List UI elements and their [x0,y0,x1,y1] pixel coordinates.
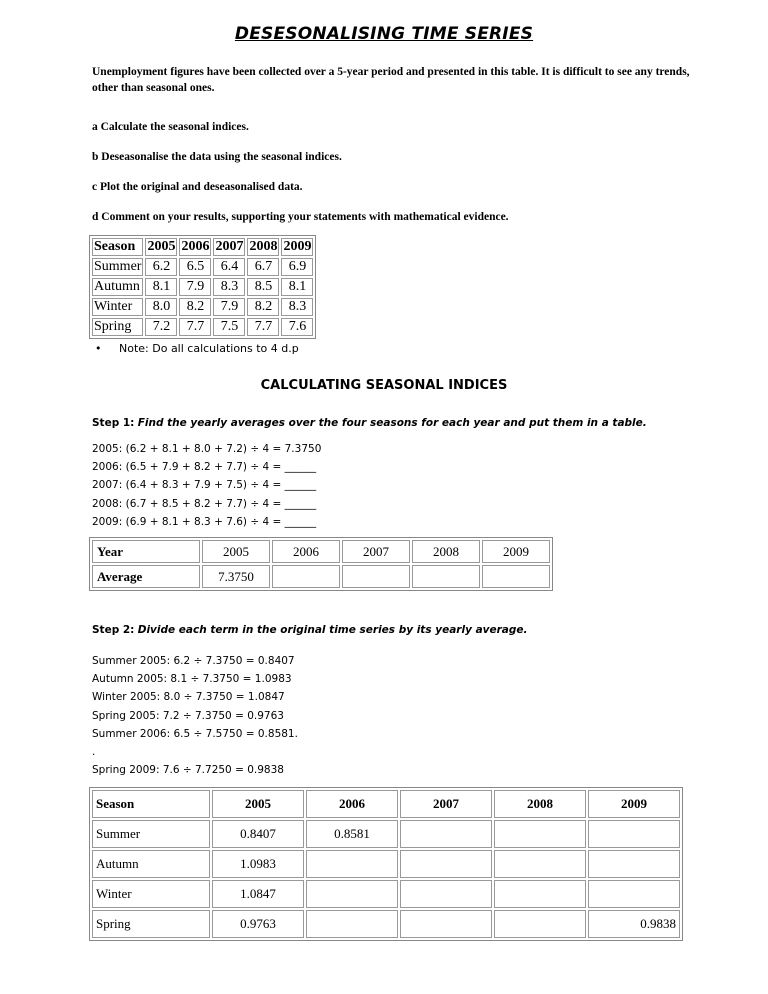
intro-paragraph: Unemployment figures have been collected over a 5-year period and presented in this table. It is difficult to see any trends, other than seasonal ones. [92,66,690,94]
table-cell [494,880,586,908]
table-row [92,850,680,878]
average-cell: 7.3750 [202,565,270,588]
step1-text: Find the yearly averages over the four seasons for each year and put them in a table. [137,417,647,429]
yearly-average-table [89,537,553,591]
table-row [92,298,313,316]
calc-line: 2008: (6.7 + 8.5 + 8.2 + 7.7) ÷ 4 = ______ [92,497,317,510]
average-cell [412,565,480,588]
table-cell: 0.9838 [588,910,680,938]
table-cell [306,910,398,938]
table-row [92,820,680,848]
table-cell: 8.5 [247,278,279,296]
average-cell [342,565,410,588]
header-cell: Season [92,790,210,818]
question-a: a Calculate the seasonal indices. [92,121,249,133]
table-cell [494,850,586,878]
table-cell: 1.0983 [212,850,304,878]
calc-line: Spring 2005: 7.2 ÷ 7.3750 = 0.9763 [92,709,284,722]
table-cell [588,820,680,848]
table-cell: 0.8407 [212,820,304,848]
seasonal-ratio-table [89,787,683,941]
table-cell: 7.6 [281,318,313,336]
table-cell: 7.7 [247,318,279,336]
table-row [92,258,313,276]
year-label-cell: Year [92,540,200,563]
table-cell [494,820,586,848]
table-cell: Autumn [92,850,210,878]
table-cell: 6.4 [213,258,245,276]
table-row [92,278,313,296]
unemployment-data-table [89,235,316,339]
table-cell: 8.1 [281,278,313,296]
year-cell: 2009 [482,540,550,563]
step2-text: Divide each term in the original time series by its yearly average. [137,624,528,636]
question-d: d Comment on your results, supporting your statements with mathematical evidence. [92,211,509,223]
table-cell [400,910,492,938]
table-cell: Summer [92,820,210,848]
table-cell: Spring [92,318,143,336]
step2-instruction [92,624,528,636]
year-cell: 2005 [202,540,270,563]
table-cell [306,880,398,908]
calc-line: 2006: (6.5 + 7.9 + 8.2 + 7.7) ÷ 4 = ______ [92,461,317,474]
calc-line: Summer 2006: 6.5 ÷ 7.5750 = 0.8581. [92,727,298,740]
header-cell: 2007 [400,790,492,818]
table-cell: Winter [92,298,143,316]
table-cell: Spring [92,910,210,938]
table-cell: 7.5 [213,318,245,336]
year-cell: 2007 [342,540,410,563]
table-cell: 7.9 [213,298,245,316]
note-line [95,342,299,355]
table-cell: 8.2 [247,298,279,316]
table-cell: 6.2 [145,258,177,276]
table-cell [588,850,680,878]
table-row [92,318,313,336]
table-cell: 8.2 [179,298,211,316]
table-header-row [92,238,313,256]
step2-calculations [92,652,298,779]
header-cell: 2007 [215,239,244,254]
table-cell: 0.8581 [306,820,398,848]
header-cell: 2008 [249,239,278,254]
calc-line: 2007: (6.4 + 8.3 + 7.9 + 7.5) ÷ 4 = ______ [92,479,317,492]
calc-line: Autumn 2005: 8.1 ÷ 7.3750 = 1.0983 [92,673,292,686]
table-cell [306,850,398,878]
header-cell: 2006 [306,790,398,818]
table-cell: 7.9 [179,278,211,296]
question-c: c Plot the original and deseasonalised data. [92,181,303,193]
table-row [92,565,550,588]
question-b: b Deseasonalise the data using the seasonal indices. [92,151,342,163]
table-cell: 8.0 [145,298,177,316]
table-cell: 7.7 [179,318,211,336]
calc-line: Spring 2009: 7.6 ÷ 7.7250 = 0.9838 [92,764,284,777]
table-cell: 6.5 [179,258,211,276]
calc-line: 2005: (6.2 + 8.1 + 8.0 + 7.2) ÷ 4 = 7.3750 [92,443,322,455]
header-cell: 2006 [181,239,210,254]
step2-label: Step 2: [92,624,135,636]
table-cell [494,910,586,938]
table-row [92,910,680,938]
table-cell: 6.7 [247,258,279,276]
header-cell: 2009 [588,790,680,818]
table-cell: Winter [92,880,210,908]
calc-line: 2009: (6.9 + 8.1 + 8.3 + 7.6) ÷ 4 = ______ [92,515,317,528]
bullet-icon: • [95,342,102,355]
table-cell [400,880,492,908]
section-heading: CALCULATING SEASONAL INDICES [260,378,508,393]
step1-instruction [92,417,647,429]
header-cell: Season [92,238,143,256]
note-text: Note: Do all calculations to 4 d.p [119,342,299,355]
calc-line: . [92,746,96,759]
step1-label: Step 1: [92,417,135,429]
step1-calculations [92,440,321,531]
table-cell: 6.9 [281,258,313,276]
table-row [92,880,680,908]
table-cell [400,820,492,848]
header-cell: 2005 [212,790,304,818]
table-cell [588,880,680,908]
table-cell: Autumn [92,278,143,296]
table-header-row [92,790,680,818]
header-cell: 2009 [283,239,312,254]
average-cell [272,565,340,588]
calc-line: Winter 2005: 8.0 ÷ 7.3750 = 1.0847 [92,691,285,704]
year-cell: 2006 [272,540,340,563]
table-cell: 8.1 [145,278,177,296]
table-cell: 7.2 [145,318,177,336]
table-row [92,540,550,563]
table-cell [400,850,492,878]
calc-line: Summer 2005: 6.2 ÷ 7.3750 = 0.8407 [92,655,295,667]
year-cell: 2008 [412,540,480,563]
table-cell: 8.3 [281,298,313,316]
header-cell: 2005 [147,239,176,254]
table-cell: 0.9763 [212,910,304,938]
table-cell: 1.0847 [212,880,304,908]
average-cell [482,565,550,588]
table-cell: Summer [94,259,142,274]
average-label-cell: Average [92,565,200,588]
header-cell: 2008 [494,790,586,818]
page-title: DESESONALISING TIME SERIES [234,24,534,44]
table-cell: 8.3 [213,278,245,296]
